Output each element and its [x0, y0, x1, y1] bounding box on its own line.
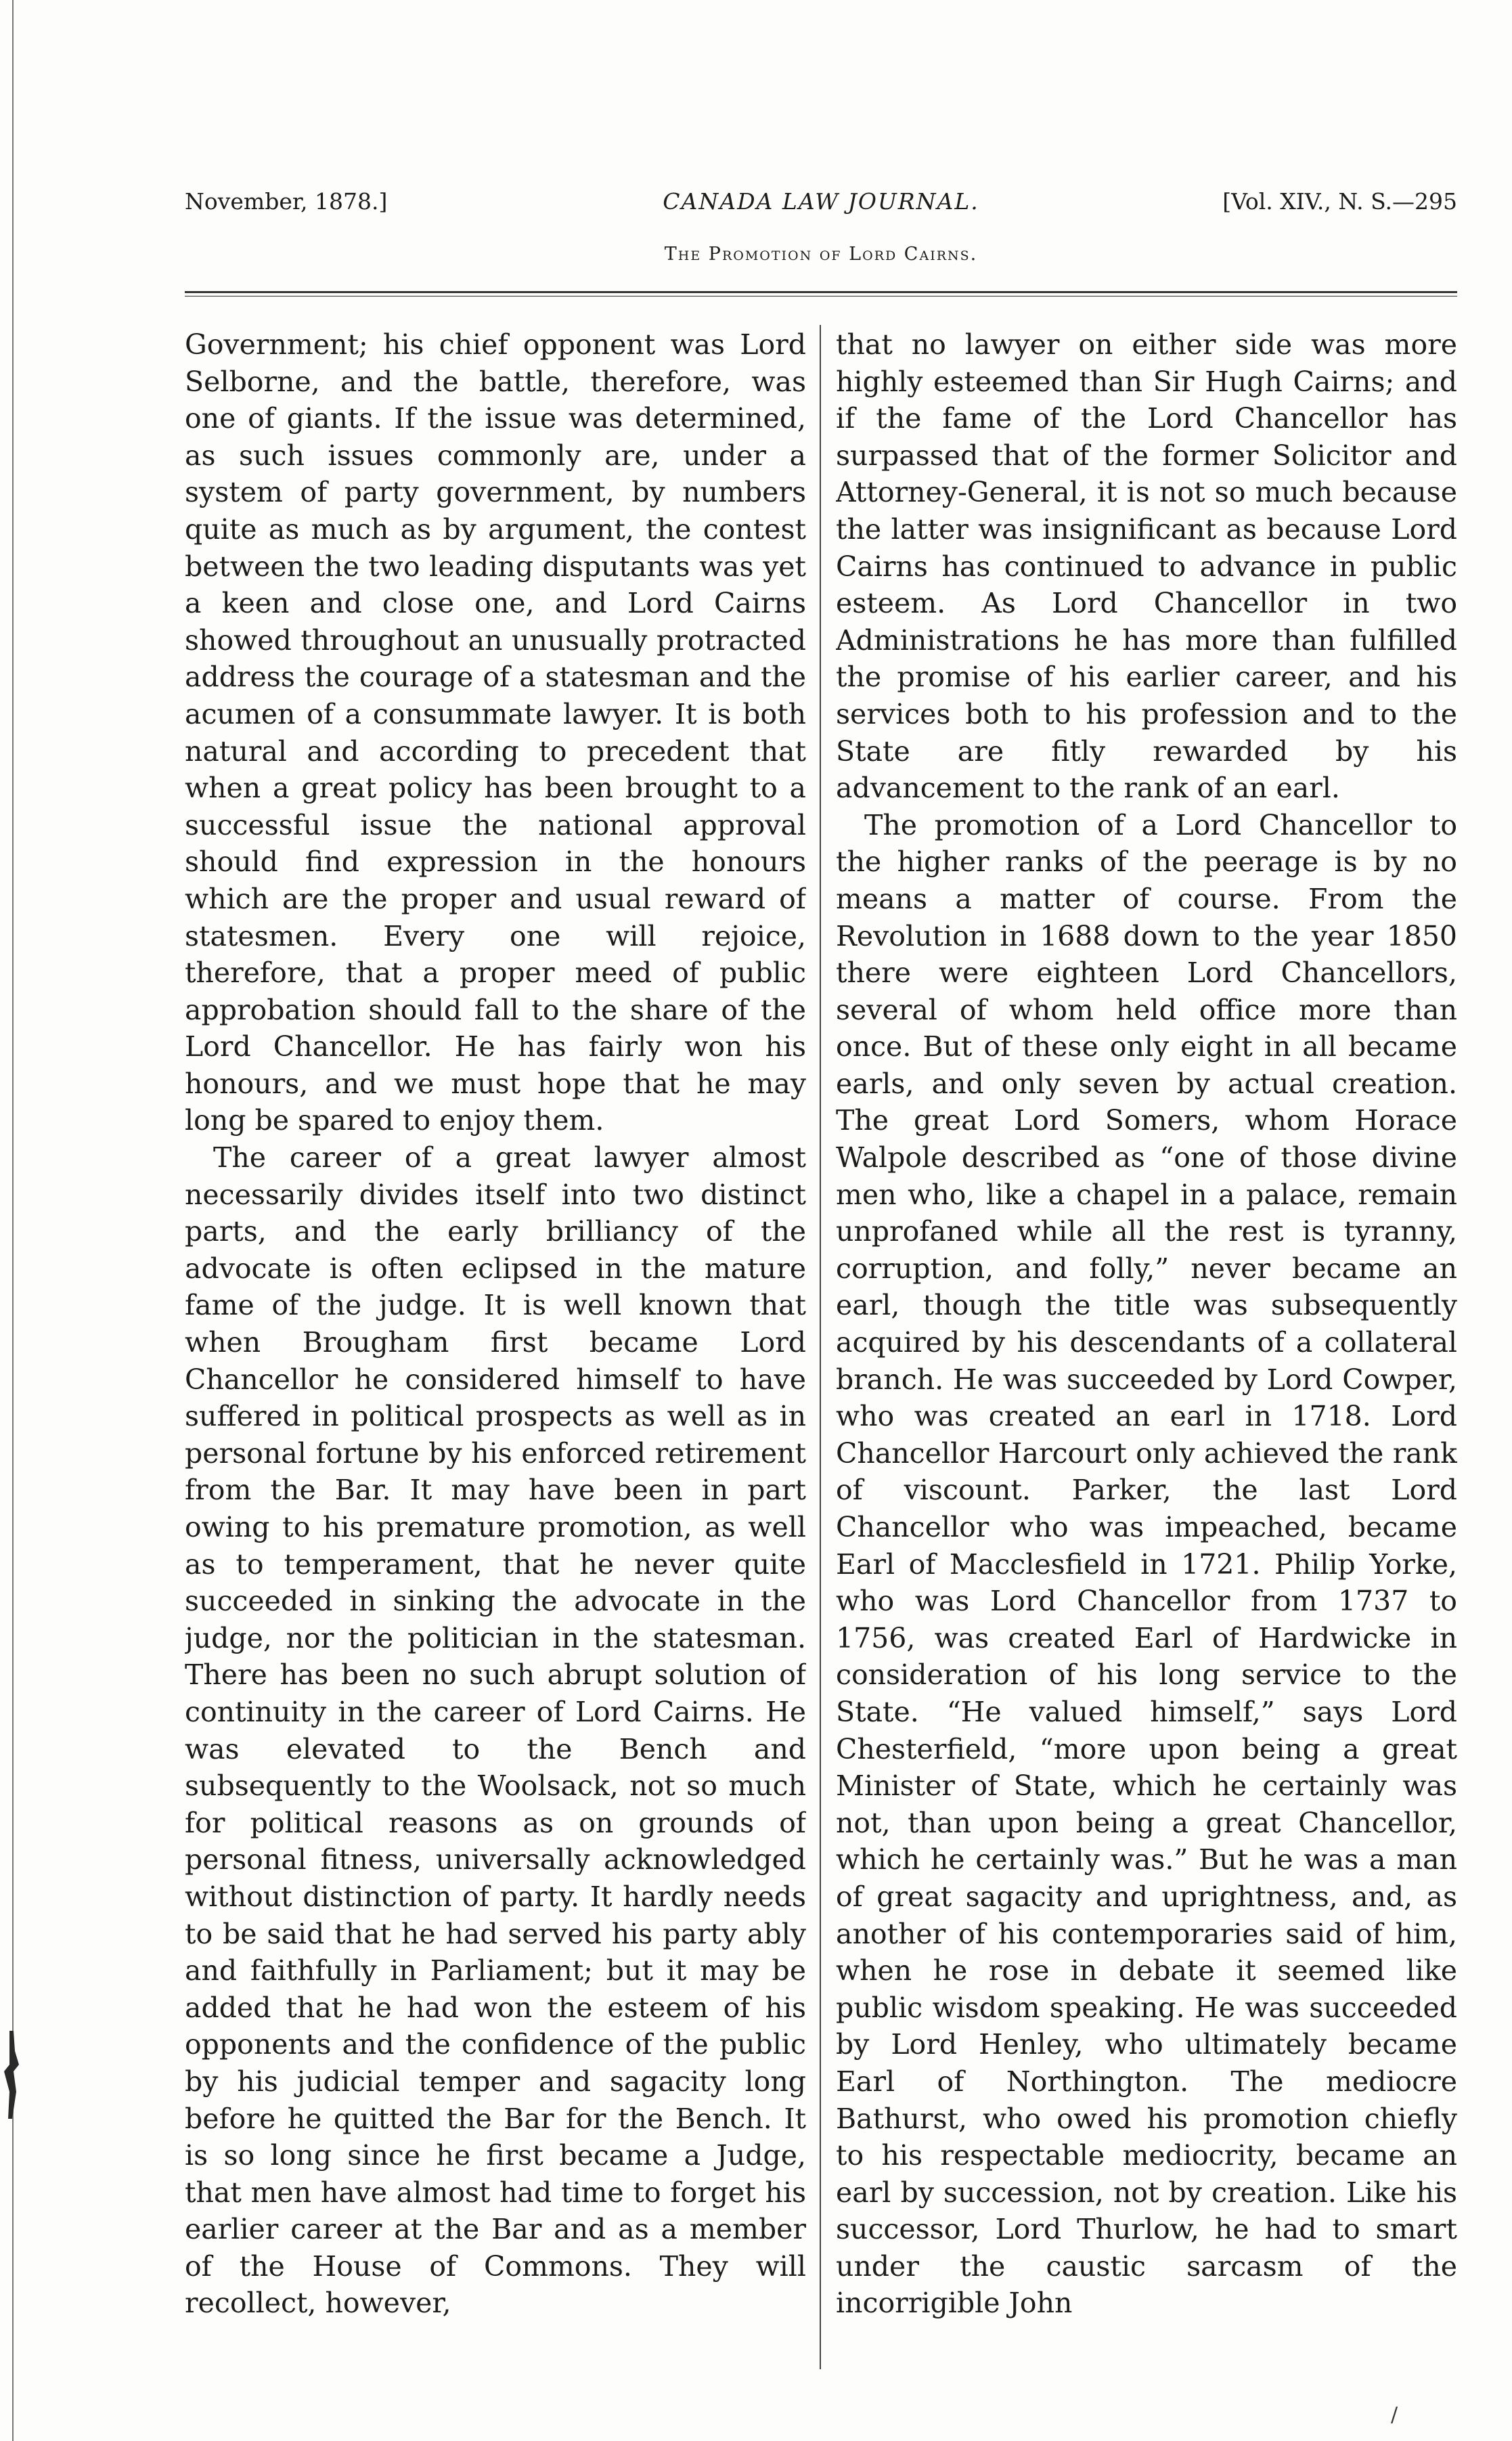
page-header: [185, 184, 1457, 219]
right-paragraph-2: The promotion of a Lord Chancellor to the higher ranks of the peerage is by no means a matter of course. From the Revolution in 1688 down to the year 1850 there were eighteen Lord Chancellors, several of whom held office more than once. But of these only eight in all became earls, and only seven by actual creation. The great Lord Somers, whom Horace Walpole described as “one of those divine men who, like a chapel in a palace, remain unprofaned while all the rest is tyranny, corruption, and folly,” never became an earl, though the title was subsequently acquired by his descendants of a collateral branch. He was succeeded by Lord Cowper, who was created an earl in 1718. Lord Chancellor Harcourt only achieved the rank of viscount. Parker, the last Lord Chancellor who was impeached, became Earl of Macclesfield in 1721. Philip Yorke, who was Lord Chancellor from 1737 to 1756, was created Earl of Hardwicke in consideration of his long service to the State. “He valued himself,” says Lord Chesterfield, “more upon being a great Minister of State, which he certainly was not, than upon being a great Chancellor, which he certainly was.” But he was a man of great sagacity and uprightness, and, as another of his contemporaries said of him, when he rose in debate it seemed like public wisdom speaking. He was succeeded by Lord Henley, who ultimately became Earl of Northington. The mediocre Bathurst, who owed his promotion chiefly to his respectable mediocrity, became an earl by succession, not by creation. Like his successor, Lord Thurlow, he had to smart under the caustic sarcasm of the incorrigible John: [836, 808, 1457, 2320]
header-journal-title: CANADA LAW JOURNAL.: [663, 188, 979, 215]
header-date: November, 1878.]: [185, 188, 388, 215]
left-paragraph-2: The career of a great lawyer almost necessarily divides itself into two distinct parts, and the early brilliancy of the advocate is often eclipsed in the mature fame of the judge. It is well known that when Brougham first became Lord Chancellor he considered himself to have suffered in political prospects as well as in personal fortune by his enforced retirement from the Bar. It may have been in part owing to his premature promotion, as well as to temperament, that he never quite succeeded in sinking the advocate in the judge, nor the politician in the statesman. There has been no such abrupt solution of continuity in the career of Lord Cairns. He was elevated to the Bench and subsequently to the Woolsack, not so much for political reasons as on grounds of personal fitness, universally acknowledged without distinction of party. It hardly needs to be said that he had served his party ably and faithfully in Parliament; but it may be added that he had won the esteem of his opponents and the confidence of the public by his judicial temper and sagacity long before he quitted the Bar for the Bench. It is so long since he first became a Judge, that men have almost had time to forget his earlier career at the Bar and as a member of the House of Commons. They will recollect, however,: [185, 1141, 806, 2320]
margin-stain-mark: [0, 2024, 23, 2126]
column-divider: [820, 325, 821, 2369]
running-title: The Promotion of Lord Cairns.: [664, 244, 978, 265]
header-rule-thick: [185, 291, 1457, 293]
right-paragraph-1: that no lawyer on either side was more highly esteemed than Sir Hugh Cairns; and if the fame of the Lord Chancellor has surpassed that of the former Solicitor and Attorney-General, it is not so much because the latter was insignificant as because Lord Cairns has continued to advance in public esteem. As Lord Chancellor in two Administrations he has more than fulfilled the promise of his earlier career, and his services both to his profession and to the State are fitly rewarded by his advancement to the rank of an earl.: [836, 328, 1457, 805]
right-column: [836, 326, 1457, 2364]
left-paragraph-1: Government; his chief opponent was Lord Selborne, and the battle, therefore, was one of giants. If the issue was determined, as such issues commonly are, under a system of party government, by numbers quite as much as by argument, the contest between the two leading disputants was yet a keen and close one, and Lord Cairns showed throughout an unusually protracted address the courage of a statesman and the acumen of a consummate lawyer. It is both natural and according to precedent that when a great policy has been brought to a successful issue the national approval should find expression in the honours which are the proper and usual reward of statesmen. Every one will rejoice, therefore, that a proper meed of public approbation should fall to the share of the Lord Chancellor. He has fairly won his honours, and we must hope that he may long be spared to enjoy them.: [185, 328, 806, 1137]
footer-mark: /: [1391, 2403, 1398, 2427]
header-volume-page: [Vol. XIV., N. S.—295: [1222, 188, 1457, 215]
left-column: [185, 326, 806, 2364]
